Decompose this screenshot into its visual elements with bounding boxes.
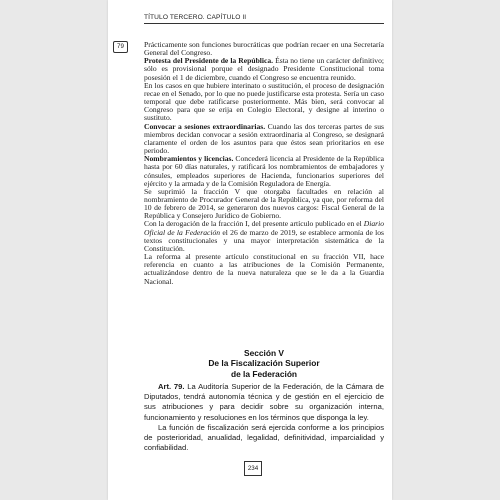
header-rule (144, 23, 384, 24)
section-subtitle-1: De la Fiscalización Superior (208, 358, 320, 369)
paragraph-4 (144, 123, 384, 156)
section-subtitle-2: de la Federación (230, 368, 298, 379)
paragraph-6: Se suprimió la fracción V que otorgaba facultades en relación al nombramiento de Procurador General de la República, ya que, por reforma del 10 de febrero de 2014, se generaron dos nuevos cargos: Fiscal General de la República y Consejero Jurídico de Gobierno. (144, 186, 384, 221)
paragraph-3: En los casos en que hubiere interinato o sustitución, el proceso de designación recae en el Senado, por lo que no puede justificarse esta protesta. Sería un caso temporal que debe ratificarse posteriormente. Más bien, será convocar al Congreso para que se erija en Colegio Electoral, y designe al interino o sustituto. (144, 80, 384, 123)
article-paragraph-2: La función de fiscalización será ejercida conforme a los principios de posterioridad, anualidad, legalidad, definitividad, imparcialidad y confiabilidad. (144, 422, 384, 453)
paragraph-5 (144, 155, 384, 188)
article-label: Art. 79. (158, 382, 185, 391)
article-body: La Auditoría Superior de la Federación, de la Cámara de Diputados, tendrá autonomía técnica y de gestión en el ejercicio de sus atribuciones y para decidir sobre su organización interna, funcionamiento y resoluciones en los términos que disponga la ley. (144, 382, 384, 422)
paragraph-7-post: el 26 de marzo de 2019, se establece armonía de los textos constitucionales y una mayor interpretación sistemática de la Constitución. (144, 227, 384, 253)
paragraph-2-heading: Protesta del Presidente de la República. (144, 56, 274, 66)
paragraph-7-italic: Diario Oficial de la Federación (144, 219, 384, 237)
paragraph-5-body: Concederá licencia al Presidente de la República hasta por 60 días naturales, y ratificará los nombramientos de embajadores y cónsules, empleados superiores de Hacienda, funcionarios superiores del ejército y la armada y de la Comisión Reguladora de Energía. (144, 154, 385, 188)
article-79 (144, 382, 384, 453)
paragraph-7-pre: Con la derogación de la fracción I, del presente artículo publicado en el (144, 219, 364, 229)
paragraph-2-body: Ésta no tiene un carácter definitivo; sólo es provisional porque el designado Presidente Constitucional toma posesión el 1 de diciembre, cuando el Congreso se encuentra reunido. (144, 56, 384, 82)
paragraph-2 (144, 57, 384, 81)
article-paragraph-1 (144, 382, 384, 423)
paragraph-5-heading: Nombramientos y licencias. (144, 154, 234, 164)
page-number: 234 (244, 461, 262, 476)
section-title: Sección V (243, 348, 285, 358)
paragraph-7 (144, 220, 384, 253)
paragraph-4-body: Cuando las dos terceras partes de sus miembros decidan convocar a sesión extraordinaria al Congreso, se designará claramente el orden de los asuntos para que éstos sean prioritarios en ese periodo. (144, 121, 384, 156)
paragraph-4-heading: Convocar a sesiones extraordinarias. (144, 121, 266, 131)
section-heading (144, 348, 384, 379)
paragraph-1: Prácticamente son funciones burocráticas que podrían recaer en una Secretaría General del Congreso. (144, 40, 384, 58)
commentary-text (144, 41, 384, 286)
paragraph-8: La reforma al presente artículo constitucional en su fracción VII, hace referencia en cuanto a las atribuciones de la Comisión Permanente, actualizándose dentro de la nueva naturaleza que se le da a la Guardia Nacional. (144, 252, 384, 286)
running-head: TÍTULO TERCERO. CAPÍTULO II (144, 14, 247, 21)
margin-article-number: 79 (113, 41, 128, 53)
